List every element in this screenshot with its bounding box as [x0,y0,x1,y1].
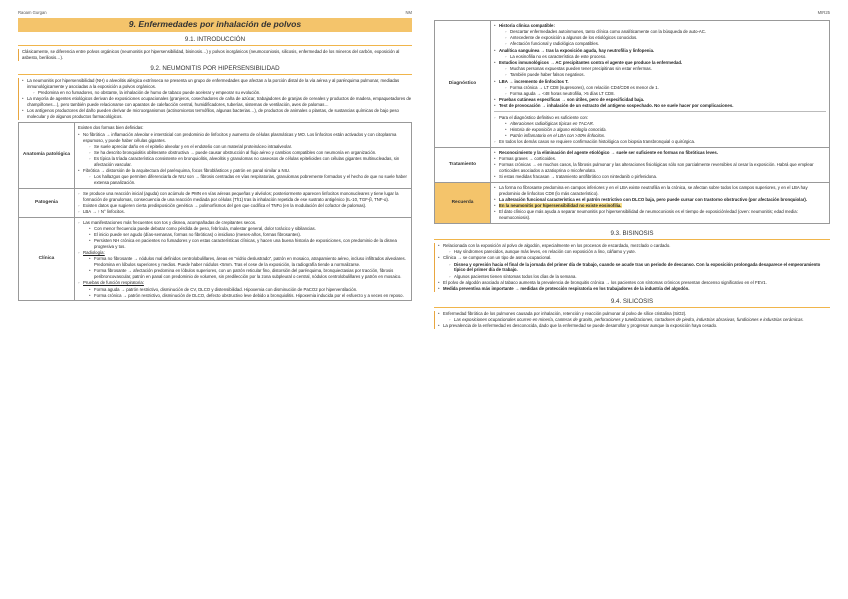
anat-subitem: ◦ Se suele apreciar daño en el epitelio alveolar y en el endotelio con un material proteináceo intraalveolar. [89,144,408,150]
diag-item: • Historia clínica compatible: ◦ Descartar enfermedades autoinmunes, tanto clínica como analíticamente con la búsqueda de auto-AC. ◦ Antecedente de exposición a algunos de los etiológicos conocidos. ◦ Afectación funcional y radiológica compatibles. [494,23,826,47]
clin-item: ◦ Radiología: • Forma no fibrosante → nódulos mal definidos centrolobulillares, áreas en "vidrio deslustrado", patrón en mosaico, atrapamiento aéreo, incluso infiltrados alveolares. Predomina en lóbulos superiores y medios. Puede haber nódulos <5mm. Tras el cese de la exposición, la radiografía tiende a normalizarse. • Forma fibrosante → afectación predomina en lóbulos superiores, con un patrón reticular fino, distorsión del parénquima, bronquiectasias por tracción, fibrosis peribroncovascular, patrón en panal con predominio de volumen, sin predilección por la zona subpleural o central, nódulos centrolobulillares y patrón en mosaico. [78,250,408,280]
nh-intro-subitem: ◦ Predomina en no fumadores, no obstante, la inhalación de humo de tabaco puede acelerar y empeorar su evolución. [33,90,412,96]
row-label-clinica: Clínica [19,217,75,301]
nh-intro-item: • Los antígenos productores del daño pueden derivar de microorganismos (actinomicetos termófilos, algunas bacterias…), de productos de animales o plantas, de sustancias químicas de bajo peso molecular y de algunos productos farmacológicos. [22,108,412,120]
diag-item: • Pruebas cutáneas específicas → son útiles, pero de especificidad baja. [494,97,826,103]
row-label-patogenia: Patogenia [19,188,75,217]
trat-item: • Reconocimiento y la eliminación del agente etiológico → suele ser suficiente en formas no fibróticas leves. [494,150,826,156]
clin-item: ◦ Las manifestaciones más frecuentes son tos y disnea, acompañadas de crepitantes secos. • Con menor frecuencia puede debutar como pérdida de peso, febrícula, malestar general, dolor torácico y sibilancias. • El inicio puede ser agudo (días-semanas, formas no fibróticas) o insidioso (meses-años, formas fibrosantes). • Persisten NH crónica en pacientes no fumadores y con estas características clínicas, y hacen una buena historia de exposiciones, con predominio de la disnea progresiva y tos. [78,220,408,250]
section-title-nh: 9.2. NEUMONITIS POR HIPERSENSIBILIDAD [18,65,412,75]
running-header-right [434,10,830,18]
func-subitem: • Forma aguda → patrón restrictivo, disminución de CV, DLCO y distensibilidad. Hipoxemia con disminución de PaCO2 por hiperventilación. [89,287,408,293]
nh-table-continued [434,20,830,224]
sil-item: • La prevalencia de la enfermedad es desconocida, dado que la enfermedad se puede desarrollar y progresar aunque la exposición haya cesado. [438,323,830,329]
table-row [435,21,830,148]
anat-intro: Existen dos formas bien definidas: [78,125,144,131]
diag-item: • Test de provocación → inhalación de un extracto del antígeno sospechado. No se suele hacer por complicaciones. [494,103,826,109]
anat-subitem: ◦ Se ha descrito bronquiolitis obliterante obstructiva → puede causar obstrucción al flujo aéreo y cambios compatibles con neumonía en organización. [89,150,408,156]
diag-item: • LBA → incremento de linfocitos T. ◦ Forma crónica → LT CD8 (supresores), con relación CD4/CD8 es menor de 1. ◦ Forma aguda → <48 horas neutrofilia, >5 días LT CD8. [494,79,826,97]
pat-item: ◦ Existen datos que sugieren cierta predisposición genética → polimorfismos del gen que codifica el TNFα (en la modulación del cofactor de palomas). [78,203,408,209]
rec-item: • La forma no fibrosante predomina en campos inferiores y en el LBA existe neutrofilia en la crónica, se afectan sobre todos los campos superiores, y en el LBA hay predominio de linfocitos CD8 (lo más característico). [494,185,826,197]
nh-intro-item: • La neumonitis por hipersensibilidad (NH) o alveolitis alérgica extrínseca se presenta un grupo de enfermedades que afectan a la porción distal de la vía aérea y al parénquima pulmonar, mediadas inmunológicamente y asociadas a la exposición a polvos orgánicos. ◦ Predomina en no fumadores, no obstante, la inhalación de humo de tabaco puede acelerar y empeorar su evolución. [22,78,412,96]
row-content-clinica [75,217,412,301]
pat-item: ◦ LBA → ↑ N° linfocitos. [78,209,408,215]
anat-item: • No fibrótica → inflamación alveolar e intersticial con predominio de linfocitos y aumento de células plasmáticas y MO. Los linfocitos están activados y con citoplasma espumoso, y puede haber células gigantes. ◦ Se suele apreciar daño en el epitelio alveolar y en el endotelio con un material proteináceo intraalveolar. ◦ Se ha descrito bronquiolitis obliterante obstructiva → puede causar obstrucción al flujo aéreo y cambios compatibles con neumonía en organización. ◦ Es típica la tríada característica consistente en bronquiolitis, alveolitis y granulomas no caseosos de células epitelioides con células gigantes multinucleadas, sin afectación vascular. [78,132,408,168]
trat-item: • Formas graves → corticoides. [494,156,826,162]
bis-item: • Medida preventiva más importante → medidas de protección respiratoria en los trabajadores de la industria del algodón. [438,286,830,292]
clin-subitem: • Con menor frecuencia puede debutar como pérdida de peso, febrícula, malestar general, dolor torácico y sibilancias. [89,226,408,232]
anat-item: • Fibrótica → distorsión de la arquitectura del parénquima, focos fibroblásticos y patrón en panal similar a NIU. ◦ Los hallazgos que permiten diferenciarla de NIU son → fibrosis centradas en vías respiratorias, granulomas pobremente formados y el hecho de que no suele haber extensa panalización. [78,168,408,186]
trat-item: • Si estas medidas fracasan → tratamiento antifibrótico con nintedanib o pirfenidona. [494,174,826,180]
diag-def-item: ◦ Para el diagnóstico definitivo es suficiente con: • Alteraciones radiológicas típicas en TACAR. • Historia de exposición a alguno etiología conocida. • Patrón inflamatorio en el LBA con >30% linfocitos. [494,115,826,139]
func-subitem: • Forma crónica → patrón restrictivo, disminución de DLCO, defecto obstructivo leve debido a bronquiolitis. Hipoxemia inducida por el esfuerzo y a veces en reposo. [89,293,408,299]
rec-item: • La alteración funcional característica es el patrón restrictivo con DLCO baja, pero puede cursar con trastorno obstructivo (por afectación bronquiolar). [494,197,826,203]
row-content-tratamiento [491,147,830,182]
intro-block [18,49,412,61]
row-content-patogenia [75,188,412,217]
row-content-diagnostico [491,21,830,148]
silicosis-block [434,311,830,329]
header-code: MIR25 [817,10,830,15]
bis-item: • El polvo de algodón asociado al tabaco aumenta la prevalencia de bronquitis crónica → los pacientes con síntomas crónicos presentan descenso significativo en el FEV1. [438,280,830,286]
clin-item: ◦ Pruebas de función respiratoria: • Forma aguda → patrón restrictivo, disminución de CV, DLCO y distensibilidad. Hipoxemia con disminución de PaCO2 por hiperventilación. • Forma crónica → patrón restrictivo, disminución de DLCO, defecto obstructivo leve debido a bronquiolitis. Hipoxemia inducida por el esfuerzo y a veces en reposo. [78,280,408,298]
header-author: Raoam Gurgan [18,10,47,15]
clin-subitem: • El inicio puede ser agudo (días-semanas, formas no fibróticas) o insidioso (meses-años, formas fibrosantes). [89,232,408,238]
clin-subitem: • Persisten NH crónica en pacientes no fumadores y con estas características clínicas, y hacen una buena historia de exposiciones, con predominio de la disnea progresiva y tos. [89,238,408,250]
anat-subitem: ◦ Los hallazgos que permiten diferenciarla de NIU son → fibrosis centradas en vías respiratorias, granulomas pobremente formados y el hecho de que no suele haber extensa panalización. [89,174,408,186]
nh-intro-item: • La mayoría de agentes etiológicos derivan de exposiciones ocupacionales (granjeros, cosechadores de caña de azúcar, trabajadores de granjas de cereales y productos de madera, empaquetadores de champiñones…), pero también puede relacionarse con aparatos de calefacción central, humidificadores, tuberías, sistemas de ventilación, aves de palomas… [22,96,412,108]
bisinosis-block [434,243,830,292]
rec-item: • El dato clínico que más ayuda a separar neumonitis por hipersensibilidad de neumoconiosis es el tiempo de exposición/edad (oven: neumonitis; edad media: neumoconiosis). [494,209,826,221]
table-row [435,147,830,182]
right-page [424,0,848,599]
anat-subitem: ◦ Es típica la tríada característica consistente en bronquiolitis, alveolitis y granulomas no caseosos de células epitelioides con células gigantes multinucleadas, sin afectación vascular. [89,156,408,168]
table-row [435,182,830,223]
radio-subitem: • Forma fibrosante → afectación predomina en lóbulos superiores, con un patrón reticular fino, distorsión del parénquima, bronquiectasias por tracción, fibrosis peribroncovascular, patrón en panal con predominio de volumen, sin predilección por la zona subpleural o central, nódulos centrolobulillares y patrón en mosaico. [89,268,408,280]
section-title-intro: 9.1. INTRODUCCIÓN [18,36,412,46]
nh-table [18,122,412,302]
sil-item: • Enfermedad fibrótica de los pulmones causada por inhalación, retención y reacción pulmonar al polvo de sílice cristalina (SiO2). ◦ Las exposiciones ocupacionales ocurren en minería, canteras de granito, perforaciones y tunelizaciones, cortadores de piedra, industrias abrasivas, fundiciones e industrias cerámicas. [438,311,830,323]
intro-text: Clásicamente, se diferencia entre polvos orgánicos (neumonitis por hipersensibilidad, bisinosis…) y polvos inorgánicos (neumoconiosis, silicosis, enfermedad de los mineros del carbón, exposición al asbesto, beriliosis…). [22,48,400,60]
diag-definitive [494,111,826,145]
row-label-anatomia: Anatomía patológica [19,122,75,188]
diag-def-tail: ◦ En todos los demás casos se requiere confirmación histológica con biopsia transbronquial o quirúrgica. [494,139,826,145]
row-label-recuerda: Recuerda [435,182,491,223]
diag-item: • Estudios inmunológicos → AC precipitantes contra el agente que produce la enfermedad. ◦ Muchas personas expuestas pueden tener precipitinas sin estar enfermas. ◦ También puede haber falsos negativos. [494,60,826,78]
pat-item: ◦ Se produce una reacción inicial (aguda) con acúmulo de PMN en vías aéreas pequeñas y alvéolos; posteriormente aparecen linfocitos mononucleares y tiene lugar la formación de granulomas, consecuencia de una reacción mediada por células (Th1) tras la inhalación repetida de ese sustrato antigénico (IL-10, TGF-β, TNF-α). [78,191,408,203]
rec-item: • En la neumonitis por hipersensibilidad no existe eosinofilia. [494,203,826,209]
row-label-diagnostico: Diagnóstico [435,21,491,148]
table-row [19,122,412,188]
bis-item: • Clínica → se compone con un tipo de asma ocupacional. ◦ Disnea y opresión hacia el final de la jornada del primer día de trabajo, cuando se acude tras un periodo de descanso. Con la exposición prolongada desaparece el empeoramiento típico del primer día de trabajo. ◦ Algunos pacientes tienen síntomas todos los días de la semana. [438,255,830,279]
diag-item: • Analítica sanguínea → tras la exposición aguda, hay neutrofilia y linfopenia. ◦ La eosinofilia no es característica de este proceso. [494,48,826,60]
nh-intro-block [18,78,412,120]
table-row [19,188,412,217]
row-label-tratamiento: Tratamiento [435,147,491,182]
header-mark: NM [405,10,412,15]
radio-subitem: • Forma no fibrosante → nódulos mal definidos centrolobulillares, áreas en "vidrio deslustrado", patrón en mosaico, atrapamiento aéreo, incluso infiltrados alveolares. Predomina en lóbulos superiores y medios. Puede haber nódulos <5mm. Tras el cese de la exposición, la radiografía tiende a normalizarse. [89,256,408,268]
section-title-silicosis: 9.4. SILICOSIS [434,298,830,308]
row-content-anatomia [75,122,412,188]
chapter-title: 9. Enfermedades por inhalación de polvos [18,18,412,32]
running-header [18,10,412,18]
trat-item: • Formas crónicas → en muchos casos, la fibrosis pulmonar y las alteraciones fisiológicas sólo son parcialmente reversibles al cesar la exposición. Habrá que emplear corticoides asociados a azatioprina o micofenolato. [494,162,826,174]
bis-item: • Relacionada con la exposición al polvo de algodón, especialmente en los procesos de escardado, mezclado o cardado. ◦ Hay síndromes parecidos, aunque más leves, en relación con exposición a lino, cáñamo y yute. [438,243,830,255]
section-title-bisinosis: 9.3. BISINOSIS [434,230,830,240]
table-row [19,217,412,301]
row-content-recuerda [491,182,830,223]
